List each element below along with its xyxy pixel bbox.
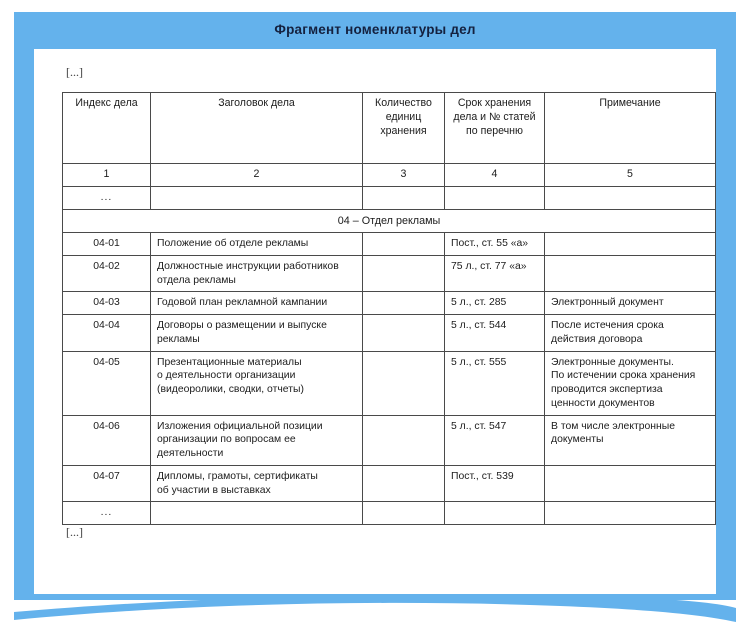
cell-line: Должностные инструкции работников bbox=[157, 260, 339, 272]
column-number-3: 3 bbox=[363, 164, 445, 187]
cell-line: действия договора bbox=[551, 333, 643, 345]
cell-units bbox=[363, 315, 445, 351]
cell-line: документы bbox=[551, 434, 604, 446]
cell-line: 5 л., ст. 285 bbox=[451, 297, 507, 309]
cell-note bbox=[545, 255, 716, 291]
cell-line: организации по вопросам ее bbox=[157, 434, 296, 446]
cell-index bbox=[63, 315, 151, 351]
table-row bbox=[63, 351, 716, 415]
cell-line: ценности документов bbox=[551, 397, 655, 409]
cell-title bbox=[151, 351, 363, 415]
table-row bbox=[63, 255, 716, 291]
cell-term bbox=[445, 255, 545, 291]
cell-units bbox=[363, 255, 445, 291]
cell-line: По истечении срока хранения bbox=[551, 370, 696, 382]
cell-line: проводится экспертиза bbox=[551, 384, 663, 396]
table-row bbox=[63, 415, 716, 465]
bottom-ellipsis-marker: [...] bbox=[66, 525, 83, 539]
header-row bbox=[63, 93, 716, 164]
table-body bbox=[63, 187, 716, 525]
column-number-2: 2 bbox=[151, 164, 363, 187]
table-header bbox=[63, 93, 716, 187]
nomenclature-table bbox=[62, 92, 716, 525]
cell-note bbox=[545, 415, 716, 465]
cell-index bbox=[63, 465, 151, 501]
cell-title bbox=[151, 292, 363, 315]
table-row-ellipsis-bottom bbox=[63, 502, 716, 525]
cell-units bbox=[363, 415, 445, 465]
table-row bbox=[63, 233, 716, 256]
cell-title bbox=[151, 315, 363, 351]
cell-line: 5 л., ст. 555 bbox=[451, 356, 507, 368]
cell-line: о деятельности организации bbox=[157, 370, 296, 382]
empty-cell bbox=[445, 502, 545, 525]
cell-line: рекламы bbox=[157, 333, 200, 345]
cell-line: Электронные документы. bbox=[551, 356, 674, 368]
column-header-index bbox=[63, 93, 151, 164]
cell-term bbox=[445, 415, 545, 465]
cell-units bbox=[363, 351, 445, 415]
cell-units bbox=[363, 233, 445, 256]
slide-frame bbox=[14, 12, 736, 600]
ellipsis-cell: ... bbox=[63, 502, 151, 525]
cell-term bbox=[445, 351, 545, 415]
cell-index bbox=[63, 255, 151, 291]
cell-line: 04-05 bbox=[93, 356, 120, 368]
cell-line: Положение об отделе рекламы bbox=[157, 238, 309, 250]
cell-line: (видеоролики, сводки, отчеты) bbox=[157, 384, 304, 396]
cell-title bbox=[151, 233, 363, 256]
header-line: Индекс дела bbox=[75, 97, 138, 109]
cell-line: Пост., ст. 539 bbox=[451, 470, 514, 482]
table-row bbox=[63, 465, 716, 501]
cell-term bbox=[445, 465, 545, 501]
cell-index bbox=[63, 415, 151, 465]
page-title: Фрагмент номенклатуры дел bbox=[274, 21, 476, 37]
column-number-row bbox=[63, 164, 716, 187]
empty-cell bbox=[363, 502, 445, 525]
cell-line: Презентационные материалы bbox=[157, 356, 302, 368]
column-header-term bbox=[445, 93, 545, 164]
cell-line: 04-07 bbox=[93, 470, 120, 482]
cell-index bbox=[63, 292, 151, 315]
header-line: Срок хранения bbox=[457, 97, 532, 109]
cell-term bbox=[445, 233, 545, 256]
header-line: хранения bbox=[380, 124, 427, 137]
cell-note bbox=[545, 292, 716, 315]
ellipsis-cell: ... bbox=[63, 187, 151, 210]
cell-units bbox=[363, 465, 445, 501]
cell-note bbox=[545, 315, 716, 351]
cell-title bbox=[151, 255, 363, 291]
cell-line: 04-03 bbox=[93, 297, 120, 309]
cell-line: В том числе электронные bbox=[551, 420, 676, 432]
empty-cell bbox=[445, 187, 545, 210]
section-title: 04 – Отдел рекламы bbox=[63, 210, 716, 233]
cell-note bbox=[545, 351, 716, 415]
top-ellipsis-marker: [...] bbox=[66, 65, 83, 79]
cell-line: 5 л., ст. 544 bbox=[451, 320, 507, 332]
header-line: единиц bbox=[385, 110, 422, 123]
empty-cell bbox=[151, 187, 363, 210]
table-row-ellipsis-top bbox=[63, 187, 716, 210]
header-line: Примечание bbox=[599, 97, 661, 109]
cell-line: Электронный документ bbox=[551, 297, 664, 309]
table-row bbox=[63, 315, 716, 351]
cell-line: 04-04 bbox=[93, 320, 120, 332]
column-header-title bbox=[151, 93, 363, 164]
cell-line: 04-01 bbox=[93, 238, 120, 250]
cell-line: Договоры о размещении и выпуске bbox=[157, 320, 327, 332]
cell-line: Изложения официальной позиции bbox=[157, 420, 323, 432]
header-line: дела и № статей bbox=[453, 110, 536, 123]
cell-term bbox=[445, 292, 545, 315]
cell-index bbox=[63, 351, 151, 415]
header-line: по перечню bbox=[466, 124, 523, 137]
table-row bbox=[63, 292, 716, 315]
cell-line: Дипломы, грамоты, сертификаты bbox=[157, 470, 318, 482]
cell-note bbox=[545, 465, 716, 501]
cell-line: Пост., ст. 55 «а» bbox=[451, 238, 529, 250]
document-sheet bbox=[34, 49, 716, 594]
column-number-1: 1 bbox=[63, 164, 151, 187]
column-number-5: 5 bbox=[545, 164, 716, 187]
cell-line: 75 л., ст. 77 «а» bbox=[451, 260, 527, 272]
cell-title bbox=[151, 465, 363, 501]
cell-note bbox=[545, 233, 716, 256]
slide-title-bar bbox=[14, 12, 736, 46]
empty-cell bbox=[545, 187, 716, 210]
empty-cell bbox=[151, 502, 363, 525]
header-line: Заголовок дела bbox=[218, 97, 295, 109]
header-line: Количество bbox=[375, 97, 432, 109]
empty-cell bbox=[363, 187, 445, 210]
empty-cell bbox=[545, 502, 716, 525]
cell-line: После истечения срока bbox=[551, 320, 664, 332]
cell-line: отдела рекламы bbox=[157, 274, 236, 286]
cell-index bbox=[63, 233, 151, 256]
column-number-4: 4 bbox=[445, 164, 545, 187]
column-header-note bbox=[545, 93, 716, 164]
cell-line: об участии в выставках bbox=[157, 484, 271, 496]
cell-line: 04-06 bbox=[93, 420, 120, 432]
cell-units bbox=[363, 292, 445, 315]
cell-line: 04-02 bbox=[93, 260, 120, 272]
table-section-header-row bbox=[63, 210, 716, 233]
cell-term bbox=[445, 315, 545, 351]
cell-line: деятельности bbox=[157, 448, 224, 460]
column-header-units bbox=[363, 93, 445, 164]
cell-line: 5 л., ст. 547 bbox=[451, 420, 507, 432]
cell-line: Годовой план рекламной кампании bbox=[157, 297, 328, 309]
cell-title bbox=[151, 415, 363, 465]
